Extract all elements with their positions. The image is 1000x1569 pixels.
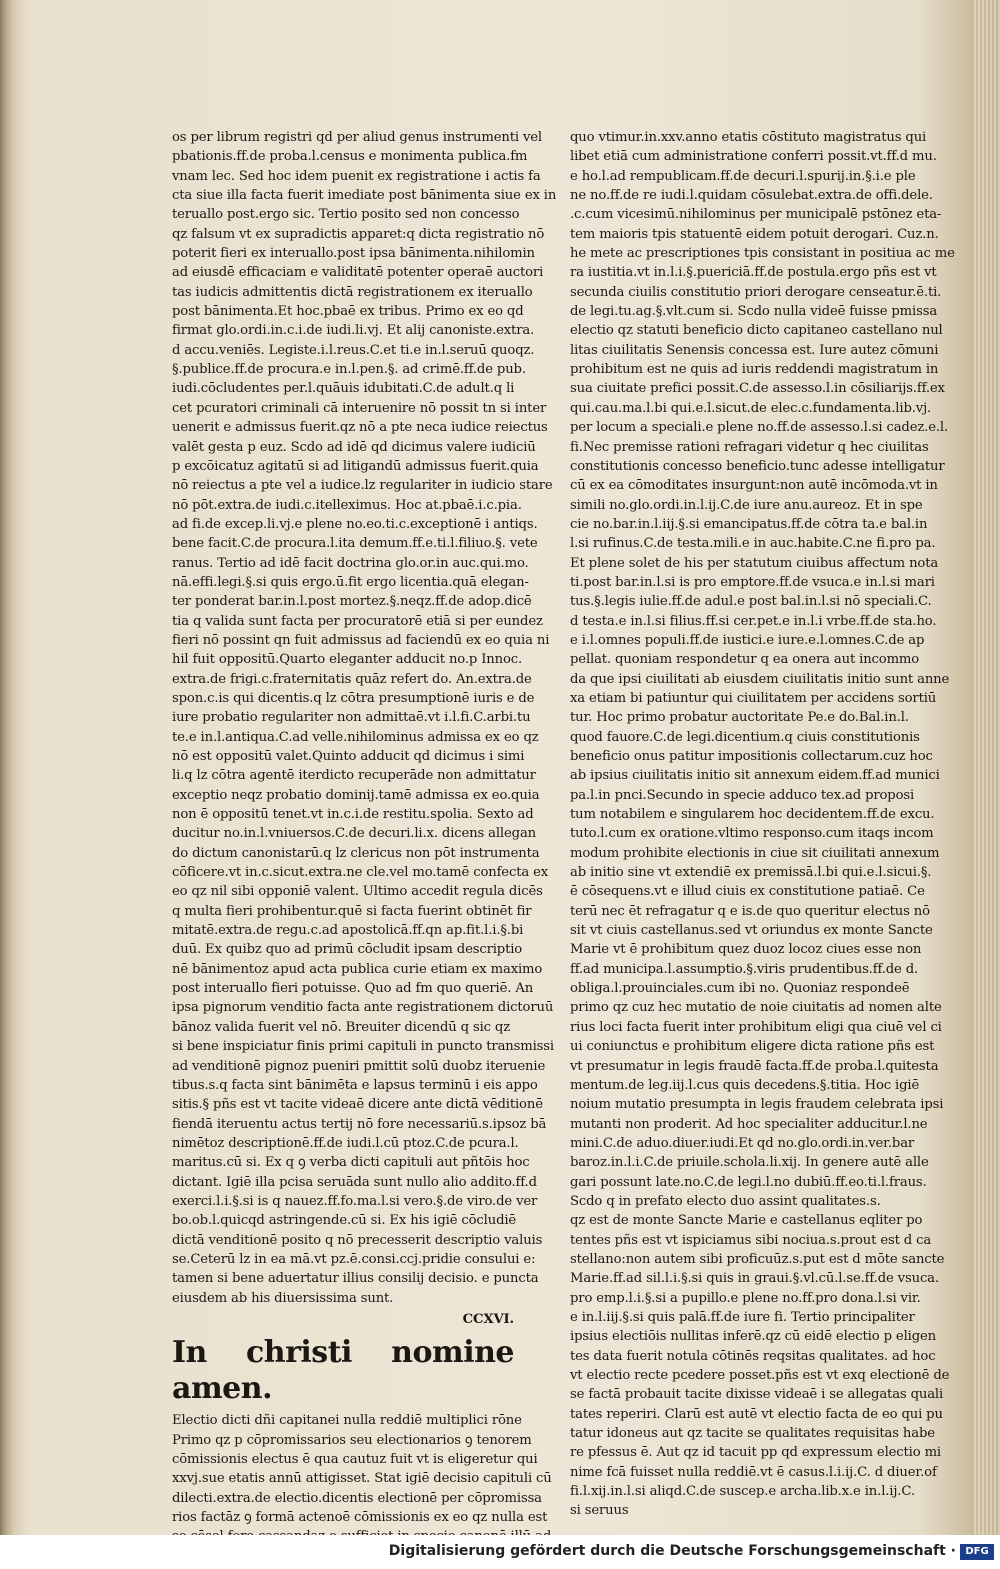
left-line: hil fuit oppositū.Quarto eleganter adducit no.p Innoc. bbox=[172, 652, 523, 668]
left-line: duū. Ex quibz quo ad primū cōcludit ipsam descriptio bbox=[172, 942, 523, 958]
right-line: sit vt ciuis castellanus.sed vt oriundus ex monte Sancte bbox=[570, 923, 933, 939]
left-line: non ē oppositū tenet.vt in.c.i.de restitu.spolia. Sexto ad bbox=[172, 807, 534, 823]
right-line: litas ciuilitatis Senensis concessa est. Iure autez cōmuni bbox=[570, 342, 939, 358]
left-line: do dictum canonistarū.q lz clericus non pōt instrumenta bbox=[172, 845, 540, 861]
left-line: qz falsum vt ex supradictis apparet:q dicta registratio nō bbox=[172, 226, 545, 242]
left-after-line: Electio dicti dñi capitanei nulla reddiē multiplici rōne bbox=[172, 1413, 522, 1429]
left-line: dictant. Igiē illa pcisa seruāda sunt nullo alio addito.ff.d bbox=[172, 1174, 537, 1190]
right-line: ipsius electiōis nullitas inferē.qz cū eidē electio p eligen bbox=[570, 1329, 936, 1345]
left-line: tia q valida sunt facta per procuratorē etiā si per eundez bbox=[172, 613, 543, 629]
right-line: noium mutatio presumpta in legis fraudem celebrata ipsi bbox=[570, 1097, 944, 1113]
right-line: de legi.tu.ag.§.vlt.cum si. Scdo nulla videē fuisse pmissa bbox=[570, 304, 938, 320]
right-line: quod fauore.C.de legi.dicentium.q ciuis constitutionis bbox=[570, 729, 920, 745]
right-line: Et plene solet de his per statutum ciuibus affectum nota bbox=[570, 555, 939, 571]
left-line: q multa fieri prohibentur.quē si facta fuerint obtinēt fir bbox=[172, 903, 532, 919]
right-line: l.si rufinus.C.de testa.mili.e in auc.habite.C.ne fi.pro pa. bbox=[570, 536, 936, 552]
right-line: rius loci facta fuerit inter prohibitum eligi qua ciuē vel ci bbox=[570, 1019, 942, 1035]
right-line: e in.l.iij.§.si quis palā.ff.de iure fi. Tertio principaliter bbox=[570, 1309, 915, 1325]
left-line: ipsa pignorum venditio facta ante registrationem dictoruū bbox=[172, 1000, 554, 1016]
left-line: cōficere.vt in.c.sicut.extra.ne cle.vel mo.tamē confecta ex bbox=[172, 865, 549, 881]
right-line: pellat. quoniam respondetur q ea onera aut incommo bbox=[570, 652, 920, 668]
right-line: constitutionis concesso beneficio.tunc adesse intelligatur bbox=[570, 458, 945, 474]
right-line: nime fcā fuisset nulla reddiē.vt ē casus.l.i.ij.C. d diuer.of bbox=[570, 1464, 937, 1480]
right-line: ab initio sine vt extendiē ex premissā.l.bi qui.e.l.sicui.§. bbox=[570, 865, 932, 881]
left-line: tamen si bene aduertatur illius consilij decisio. e puncta bbox=[172, 1271, 539, 1287]
left-line: ad venditionē pignoz pueniri pmittit solū duobz iteruenie bbox=[172, 1058, 546, 1074]
right-line: pro emp.l.i.§.si a pupillo.e plene no.ff.pro dona.l.si vir. bbox=[570, 1290, 921, 1306]
left-after-line: Primo qz p cōpromissarios seu electionarios ꝯ tenorem bbox=[172, 1432, 532, 1448]
right-line: mutanti non proderit. Ad hoc specialiter adducitur.l.ne bbox=[570, 1116, 928, 1132]
right-line: Marie.ff.ad sil.l.i.§.si quis in graui.§.vl.cū.l.se.ff.de vsuca. bbox=[570, 1271, 939, 1287]
right-line: gari possunt late.no.C.de legi.l.no dubiū.ff.eo.ti.l.fraus. bbox=[570, 1174, 927, 1190]
left-line: p excōicatuz agitatū si ad litigandū admissus fuerit.quia bbox=[172, 458, 539, 474]
left-after-line: dilecti.extra.de electio.dicentis electionē per cōpromissa bbox=[172, 1490, 542, 1506]
left-after-line: xxvj.sue etatis annū attigisset. Stat igiē decisio capituli cū bbox=[172, 1471, 552, 1487]
right-line: tentes pñs est vt ispiciamus sibi nociua.s.prout est d ca bbox=[570, 1232, 932, 1248]
footer-credit: Digitalisierung gefördert durch die Deutsche Forschungsgemeinschaft · bbox=[388, 1543, 956, 1559]
left-line: bānoz valida fuerit vel nō. Breuiter dicendū q sic qz bbox=[172, 1019, 511, 1035]
left-line: os per librum registri qd per aliud genus instrumenti vel bbox=[172, 130, 543, 145]
right-line: libet etiā cum administratione conferri possit.vt.ff.d mu. bbox=[570, 149, 937, 165]
left-line: maritus.cū si. Ex q ꝯ verba dicti capituli aut pñtōis hoc bbox=[172, 1155, 530, 1171]
right-line: tes data fuerit notula cōtinēs reqsitas qualitates. ad hoc bbox=[570, 1348, 936, 1364]
right-line: si seruus bbox=[570, 1503, 629, 1519]
left-line: extra.de frigi.c.fraternitatis quāz refert do. An.extra.de bbox=[172, 671, 532, 687]
left-line: uenerit e admissus fuerit.qz nō a pte neca iudice reiectus bbox=[172, 420, 548, 436]
left-line: fiendā iteruentu actus tertij nō fore necessariū.s.ipsoz bā bbox=[172, 1116, 547, 1132]
left-line: nō pōt.extra.de iudi.c.itelleximus. Hoc at.pbaē.i.c.pia. bbox=[172, 497, 522, 513]
right-line: tem maioris tpis statuentē eidem potuit derogari. Cuz.n. bbox=[570, 226, 939, 242]
right-line: vt electio recte pcedere posset.pñs est vt exq electionē de bbox=[570, 1368, 950, 1383]
right-line: tatur idoneus aut qz tacite se qualitates requisitas habe bbox=[570, 1426, 935, 1442]
left-line: se.Ceterū lz in ea mā.vt pz.ē.consi.ccj.pridie consului e: bbox=[172, 1251, 536, 1267]
left-line: post bānimenta.Et hoc.pbaē ex tribus. Primo ex eo qd bbox=[172, 304, 524, 320]
left-line: firmat glo.ordi.in.c.i.de iudi.li.vj. Et alij canoniste.extra. bbox=[172, 323, 535, 339]
left-line: sitis.§ pñs est vt tacite videaē dicere ante dictā vēditionē bbox=[172, 1097, 543, 1113]
right-line: pa.l.in pnci.Secundo in specie adduco tex.ad proposi bbox=[570, 787, 915, 803]
left-line: nō reiectus a pte vel a iudice.lz regulariter in iudicio stare bbox=[172, 478, 553, 494]
right-line: se factā probauit tacite dixisse videaē i se allegatas quali bbox=[570, 1387, 944, 1403]
right-line: qui.cau.ma.l.bi qui.e.l.sicut.de elec.c.fundamenta.lib.vj. bbox=[570, 400, 932, 416]
right-line: electio qz statuti beneficio dicto capitaneo castellano nul bbox=[570, 323, 943, 339]
right-line: he mete ac prescriptiones tpis consistant in positiua ac me bbox=[570, 246, 955, 262]
right-line: obliga.l.prouinciales.cum ibi no. Quoniaz respondeē bbox=[570, 981, 910, 997]
left-line: post interuallo fieri potuisse. Quo ad fm quo queriē. An bbox=[172, 981, 534, 997]
right-line: tates reperiri. Clarū est autē vt electio facta de eo qui pu bbox=[570, 1406, 943, 1422]
right-line: sua ciuitate prefici possit.C.de assesso.l.in cōsiliarijs.ff.ex bbox=[570, 381, 945, 397]
right-column bbox=[570, 128, 955, 1521]
left-line: d accu.veniēs. Legiste.i.l.reus.C.et ti.e in.l.seruū quoqz. bbox=[172, 342, 535, 358]
right-line: tur. Hoc primo probatur auctoritate Pe.e do.Bal.in.l. bbox=[570, 710, 909, 726]
right-line: ē cōsequens.vt e illud ciuis ex constitutione patiaē. Ce bbox=[570, 884, 925, 900]
right-line: e i.l.omnes populi.ff.de iustici.e iure.e.l.omnes.C.de ap bbox=[570, 632, 925, 648]
right-line: fi.l.xij.in.l.si aliqd.C.de suscep.e archa.lib.x.e in.l.ij.C. bbox=[570, 1484, 915, 1500]
footer-bar bbox=[0, 1535, 1000, 1569]
left-line: li.q lz cōtra agentē iterdicto recuperāde non admittatur bbox=[172, 768, 536, 784]
left-line: eo qz nil sibi opponiē valent. Ultimo accedit regula dicēs bbox=[172, 884, 543, 900]
right-line: prohibitum est ne quis ad iuris reddendi magistratum in bbox=[570, 362, 939, 378]
left-line: ducitur no.in.l.vniuersos.C.de decuri.li.x. dicens allegan bbox=[172, 826, 537, 842]
left-line: te.e in.l.antiqua.C.ad velle.nihilominus admissa ex eo qz bbox=[172, 729, 539, 745]
left-line: ter ponderat bar.in.l.post mortez.§.neqz.ff.de adop.dicē bbox=[172, 594, 532, 610]
left-after-line: rios factāz ꝯ formā actenoē cōmissionis ex eo qz nulla est bbox=[172, 1510, 548, 1526]
left-line: si bene inspiciatur finis primi capituli in puncto transmissi bbox=[172, 1039, 554, 1055]
left-line: exerci.l.i.§.si is q nauez.ff.fo.ma.l.si vero.§.de viro.de ver bbox=[172, 1193, 538, 1209]
left-after-line: cōmissionis electus ē qua cautuz fuit vt is eligeretur qui bbox=[172, 1452, 538, 1467]
right-line: ra iustitia.vt in.l.i.§.puericiā.ff.de postula.ergo pñs est vt bbox=[570, 265, 937, 281]
right-line: qz est de monte Sancte Marie e castellanus eqliter po bbox=[570, 1213, 923, 1229]
left-line: iure probatio regulariter non admittaē.vt i.l.fi.C.arbi.tu bbox=[172, 710, 531, 726]
right-line: ui coniunctus e prohibitum eligere dicta ratione pñs est bbox=[570, 1039, 935, 1055]
left-line: spon.c.is qui dicentis.q lz cōtra presumptionē iuris e de bbox=[172, 690, 535, 706]
dfg-logo: DFG bbox=[960, 1544, 994, 1560]
right-line: re pfessus ē. Aut qz id tacuit pp qd expressum electio mi bbox=[570, 1445, 941, 1461]
left-line: dictā venditionē posito q nō precesserit descriptio valuis bbox=[172, 1232, 543, 1248]
left-line: mitatē.extra.de regu.c.ad apostolicā.ff.qn ap.fit.l.i.§.bi bbox=[172, 923, 524, 939]
right-line: quo vtimur.in.xxv.anno etatis cōstituto magistratus qui bbox=[570, 130, 927, 145]
right-line: stellano:non autem sibi proficuūz.s.put est d mōte sancte bbox=[570, 1251, 945, 1267]
right-line: ff.ad municipa.l.assumptio.§.viris prudentibus.ff.de d. bbox=[570, 961, 919, 977]
right-line: Scdo q in prefato electo duo assint qualitates.s. bbox=[570, 1193, 881, 1209]
page-edge bbox=[972, 0, 1000, 1535]
right-line: tus.§.legis iulie.ff.de adul.e post bal.in.l.si nō speciali.C. bbox=[570, 594, 932, 610]
right-line: mini.C.de aduo.diuer.iudi.Et qd no.glo.ordi.in.ver.bar bbox=[570, 1135, 915, 1151]
left-line: nā.effi.legi.§.si quis ergo.ū.fit ergo licentia.quā elegan- bbox=[172, 574, 529, 590]
left-line: bene facit.C.de procura.l.ita demum.ff.e.ti.l.filiuo.§. vete bbox=[172, 536, 538, 552]
left-line: cet pcuratori criminali cā interuenire nō possit tn si inter bbox=[172, 400, 547, 416]
left-line: valēt gesta p euz. Scdo ad idē qd dicimus valere iudiciū bbox=[172, 439, 536, 455]
right-line: simili no.glo.ordi.in.l.ij.C.de iure anu.aureoz. Et in spe bbox=[570, 497, 923, 513]
right-line: terū nec ēt refragatur q e is.de quo queritur electus nō bbox=[570, 903, 930, 919]
left-line: cta siue illa facta fuerit imediate post bānimenta siue ex in bbox=[172, 188, 557, 204]
right-line: cū ex ea cōmoditates insurgunt:non autē incōmoda.vt in bbox=[570, 478, 938, 494]
right-line: ab ipsius ciuilitatis initio sit annexum eidem.ff.ad munici bbox=[570, 768, 940, 784]
right-line: ti.post bar.in.l.si is pro emptore.ff.de vsuca.e in.l.si mari bbox=[570, 574, 935, 590]
left-line: tas iudicis admittentis dictā registrationem ex iteruallo bbox=[172, 284, 533, 300]
left-line: ad fi.de excep.li.vj.e plene no.eo.ti.c.exceptionē i antiqs. bbox=[172, 516, 538, 532]
left-line: §.publice.ff.de procura.e in.l.pen.§. ad crimē.ff.de pub. bbox=[172, 362, 526, 378]
left-line: ad eiusdē efficaciam e validitatē potenter operaē auctori bbox=[172, 265, 544, 281]
left-line: teruallo post.ergo sic. Tertio posito sed non concesso bbox=[172, 207, 520, 223]
right-line: vt presumatur in legis fraudē facta.ff.de proba.l.quitesta bbox=[570, 1058, 939, 1074]
left-line: nē bānimentoz apud acta publica curie etiam ex maximo bbox=[172, 961, 543, 977]
left-line: nō est oppositū valet.Quinto adducit qd dicimus i simi bbox=[172, 749, 525, 764]
section-heading: In christi nomine amen. bbox=[172, 1335, 514, 1407]
right-line: secunda ciuilis constitutio priori derogare censeatur.ē.ti. bbox=[570, 284, 942, 300]
right-line: Marie vt ē prohibitum quez duoz locoz ciues esse non bbox=[570, 942, 922, 958]
right-line: beneficio onus patitur impositionis collectarum.cuz hoc bbox=[570, 749, 933, 764]
left-line: vnam lec. Sed hoc idem puenit ex registratione i actis fa bbox=[172, 168, 541, 184]
right-line: e ho.l.ad rempublicam.ff.de decuri.l.spurij.in.§.i.e ple bbox=[570, 168, 916, 184]
right-line: tuto.l.cum ex oratione.vltimo responso.cum itaqs incom bbox=[570, 826, 934, 842]
right-line: d testa.e in.l.si filius.ff.si cer.pet.e in.l.i vrbe.ff.de sta.ho. bbox=[570, 613, 937, 629]
left-line: ranus. Tertio ad idē facit doctrina glo.or.in auc.qui.mo. bbox=[172, 555, 529, 571]
right-line: modum prohibite electionis in ciue sit ciuilitati annexum bbox=[570, 845, 940, 861]
folio-number: CCXVI. bbox=[462, 1311, 514, 1327]
right-line: baroz.in.l.i.C.de priuile.schola.li.xij. In genere autē alle bbox=[570, 1155, 929, 1171]
left-line: iudi.cōcludentes per.l.quāuis idubitati.C.de adult.q li bbox=[172, 381, 515, 397]
left-line: fieri nō possint qn fuit admissus ad faciendū ex eo quia ni bbox=[172, 632, 550, 648]
left-column bbox=[172, 128, 557, 1566]
left-line: tibus.s.q facta sint bānimēta e lapsus terminū i eis appo bbox=[172, 1077, 538, 1093]
right-line: primo qz cuz hec mutatio de noie ciuitatis ad nomen alte bbox=[570, 1000, 942, 1016]
right-line: xa etiam bi patiuntur qui ciuilitatem per accidens sortiū bbox=[570, 690, 937, 706]
right-line: cie no.bar.in.l.iij.§.si emancipatus.ff.de cōtra ta.e bal.in bbox=[570, 516, 928, 532]
left-line: exceptio neqz probatio dominij.tamē admissa ex eo.quia bbox=[172, 787, 540, 803]
left-line: bo.ob.l.quicqd astringende.cū si. Ex his igiē cōcludiē bbox=[172, 1213, 517, 1229]
right-line: per locum a speciali.e plene no.ff.de assesso.l.si cadez.e.l. bbox=[570, 420, 949, 436]
left-line: poterit fieri ex interuallo.post ipsa bānimenta.nihilomin bbox=[172, 246, 535, 262]
right-line: ne no.ff.de re iudi.l.quidam cōsulebat.extra.de offi.dele. bbox=[570, 188, 933, 204]
right-line: fi.Nec premisse rationi refragari videtur q hec ciuilitas bbox=[570, 439, 929, 455]
left-line: pbationis.ff.de proba.l.census e monimenta publica.fm bbox=[172, 149, 528, 165]
right-line: tum notabilem e singularem hoc decidentem.ff.de excu. bbox=[570, 807, 935, 823]
left-line: eiusdem ab his diuersissima sunt. bbox=[172, 1290, 394, 1306]
right-line: da que ipsi ciuilitati ab eiusdem ciuilitatis initio sunt anne bbox=[570, 671, 950, 687]
right-line: mentum.de leg.iij.l.cus quis decedens.§.titia. Hoc igiē bbox=[570, 1077, 920, 1093]
right-line: .c.cum vicesimū.nihilominus per municipalē pstōnez eta- bbox=[570, 207, 942, 223]
left-line: nimētoz descriptionē.ff.de iudi.l.cū ptoz.C.de pcura.l. bbox=[172, 1135, 519, 1151]
